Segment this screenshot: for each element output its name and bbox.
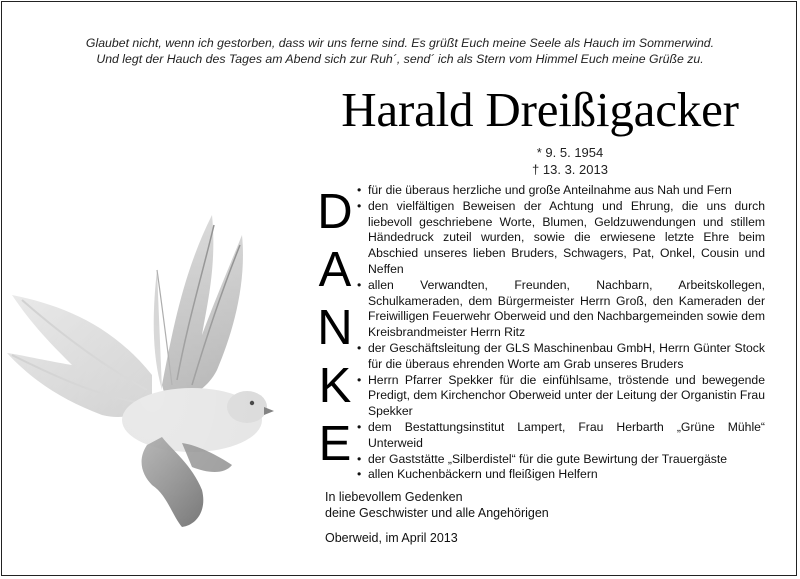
poem-line: Glaubet nicht, wenn ich gestorben, dass wir uns ferne sind. Es grüßt Euch meine Seele als Hauch im Sommerwind. — [85, 36, 715, 50]
thanks-item: • allen Kuchenbäckern und fleißigen Helfern — [357, 467, 765, 483]
death-date: † 13. 3. 2013 — [532, 162, 608, 177]
danke-letter: N — [317, 301, 353, 355]
poem-line: Und legt der Hauch des Tages am Abend sich zur Ruh´, send´ ich als Stern vom Himmel Euch meine Grüße zu. — [96, 52, 704, 66]
danke-letter: D — [317, 185, 353, 239]
thanks-item: • der Gaststätte „Silberdistel“ für die gute Bewirtung der Trauergäste — [357, 452, 765, 468]
danke-letter: E — [318, 417, 352, 471]
thanks-item: • für die überaus herzliche und große Anteilnahme aus Nah und Fern — [357, 183, 765, 199]
closing-line: In liebevollem Gedenken — [325, 490, 463, 504]
thanks-item: • dem Bestattungsinstitut Lampert, Frau Herbarth „Grüne Mühle“ Unterweid — [357, 420, 765, 452]
life-dates — [470, 144, 670, 178]
closing — [325, 489, 625, 521]
poem — [20, 35, 780, 67]
deceased-name: Harald Dreißigacker — [341, 82, 739, 137]
white-dove-icon — [2, 175, 302, 575]
thanks-list — [357, 183, 765, 483]
closing-line: deine Geschwister und alle Angehörigen — [325, 506, 549, 520]
danke-letter: A — [318, 243, 352, 297]
danke-letter: K — [318, 359, 352, 413]
thanks-item: • den vielfältigen Beweisen der Achtung und Ehrung, die uns durch liebevoll geschriebene Worte, Blumen, Geldzuwendungen und stillem Händedruck zuteil wurden, sowie die erwiesene letzte Ehre beim Abschied unseres lieben Bruders, Schwagers, Pat, Onkel, Cousin und Neffen — [357, 199, 765, 278]
thanks-item: • der Geschäftsleitung der GLS Maschinenbau GmbH, Herrn Günter Stock für die überaus ehrenden Worte am Grab unseres Bruders — [357, 341, 765, 373]
place-date: Oberweid, im April 2013 — [325, 531, 458, 545]
thanks-item: • Herrn Pfarrer Spekker für die einfühlsame, tröstende und bewegende Predigt, dem Kirchenchor Oberweid unter der Leitung der Organistin Frau Spekker — [357, 373, 765, 420]
thanks-item: • allen Verwandten, Freunden, Nachbarn, Arbeitskollegen, Schulkameraden, dem Bürgermeister Herrn Groß, den Kameraden der Freiwilligen Feuerwehr Oberweid und den Nachbargemeinden sowie dem Kreisbrandmeister Herrn Ritz — [357, 278, 765, 341]
birth-date: * 9. 5. 1954 — [536, 145, 604, 160]
danke-vertical — [312, 183, 358, 473]
